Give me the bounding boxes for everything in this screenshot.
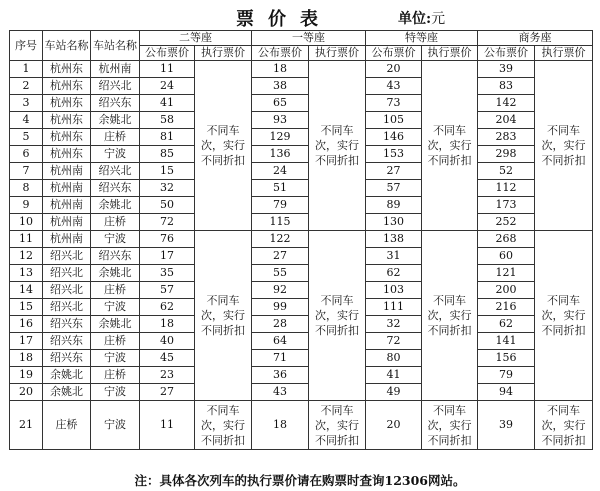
cell-published-second: 17 [140,248,195,265]
cell-published-first: 71 [252,350,309,367]
table-row [10,61,593,78]
discount-text-line: 不同折扣 [541,433,586,447]
cell-published-business: 112 [478,180,535,197]
cell-published-first: 93 [252,112,309,129]
cell-published-business: 94 [478,384,535,401]
cell-from-station: 杭州东 [43,146,91,163]
cell-published-premium: 27 [366,163,422,180]
cell-published-business: 52 [478,163,535,180]
cell-to-station: 绍兴东 [91,95,140,112]
discount-text-line: 不同车 [206,294,240,307]
cell-published-first: 51 [252,180,309,197]
cell-published-first: 24 [252,163,309,180]
cell-published-business: 283 [478,129,535,146]
table-row [10,146,593,163]
cell-seq: 10 [10,214,43,231]
cell-published-business: 39 [478,401,535,450]
table-row [10,95,593,112]
cell-published-business: 156 [478,350,535,367]
cell-to-station: 宁波 [91,299,140,316]
cell-to-station: 绍兴东 [91,180,140,197]
cell-seq: 19 [10,367,43,384]
table-row [10,350,593,367]
discount-text-line: 不同折扣 [201,324,245,337]
cell-seq: 4 [10,112,43,129]
table-row [10,112,593,129]
discount-text-line: 不同车 [433,403,466,417]
cell-published-premium: 62 [366,265,422,282]
col-header-executed: 执行票价 [535,46,593,61]
table-row [10,129,593,146]
unit-value: 元 [431,11,446,27]
cell-published-premium: 103 [366,282,422,299]
executed-fare-note-business [535,231,593,401]
table-row [10,265,593,282]
col-group-first-class: 一等座 [252,31,366,46]
col-header-published: 公布票价 [366,46,422,61]
col-header-published: 公布票价 [252,46,309,61]
cell-published-second: 40 [140,333,195,350]
table-row [10,299,593,316]
cell-published-second: 35 [140,265,195,282]
cell-from-station: 绍兴北 [43,265,91,282]
cell-to-station: 庄桥 [91,282,140,299]
table-row [10,180,593,197]
cell-published-premium: 105 [366,112,422,129]
title-row [0,0,600,28]
cell-published-premium: 73 [366,95,422,112]
cell-published-business: 142 [478,95,535,112]
cell-published-premium: 80 [366,350,422,367]
cell-from-station: 杭州东 [43,95,91,112]
fare-table [9,30,593,450]
cell-published-premium: 49 [366,384,422,401]
cell-published-premium: 89 [366,197,422,214]
cell-from-station: 杭州南 [43,180,91,197]
cell-published-second: 32 [140,180,195,197]
cell-from-station: 绍兴北 [43,248,91,265]
cell-published-business: 216 [478,299,535,316]
discount-text-line: 次，实行 [427,309,472,322]
discount-text-line: 次，实行 [541,418,586,432]
discount-text-line: 不同折扣 [315,154,359,167]
cell-published-first: 38 [252,78,309,95]
table-row [10,367,593,384]
table-row [10,333,593,350]
cell-published-business: 39 [478,61,535,78]
cell-from-station: 杭州东 [43,129,91,146]
cell-published-first: 79 [252,197,309,214]
col-group-premium-class: 特等座 [366,31,478,46]
cell-seq: 18 [10,350,43,367]
discount-text-line: 不同车 [433,294,466,307]
executed-fare-note-second [195,231,252,401]
col-header-published: 公布票价 [478,46,535,61]
cell-to-station: 庄桥 [91,129,140,146]
cell-published-business: 62 [478,316,535,333]
cell-published-business: 83 [478,78,535,95]
table-header [10,31,593,61]
discount-text-line: 次，实行 [315,309,359,322]
cell-published-first: 55 [252,265,309,282]
table-row [10,401,593,450]
discount-text-line: 不同折扣 [201,433,245,447]
table-body [10,61,593,450]
col-header-seq: 序号 [10,31,43,61]
cell-published-first: 122 [252,231,309,248]
table-row [10,316,593,333]
discount-text-line: 不同折扣 [541,154,586,167]
cell-published-second: 24 [140,78,195,95]
cell-published-first: 43 [252,384,309,401]
cell-from-station: 绍兴北 [43,282,91,299]
cell-published-first: 36 [252,367,309,384]
page-title: 票价表 [236,9,332,30]
cell-published-business: 298 [478,146,535,163]
discount-text-line: 不同车 [206,124,240,137]
cell-published-business: 200 [478,282,535,299]
executed-fare-note-premium [422,61,478,231]
col-header-executed: 执行票价 [309,46,366,61]
cell-published-first: 115 [252,214,309,231]
cell-published-premium: 31 [366,248,422,265]
cell-published-premium: 43 [366,78,422,95]
cell-published-second: 18 [140,316,195,333]
cell-published-business: 141 [478,333,535,350]
cell-published-premium: 41 [366,367,422,384]
discount-text-line: 次，实行 [201,418,245,432]
cell-published-business: 252 [478,214,535,231]
cell-from-station: 余姚北 [43,367,91,384]
cell-published-premium: 57 [366,180,422,197]
cell-to-station: 余姚北 [91,316,140,333]
col-header-executed: 执行票价 [422,46,478,61]
discount-text-line: 不同车 [320,403,354,417]
discount-text-line: 不同车 [320,124,354,137]
cell-published-first: 136 [252,146,309,163]
discount-text-line: 不同车 [320,294,354,307]
discount-text-line: 不同车 [547,124,580,137]
footnote: 注：具体各次列车的执行票价请在购票时查询12306网站。 [134,473,466,488]
cell-published-first: 18 [252,401,309,450]
unit-label-text: 单位: [398,11,432,27]
cell-published-business: 60 [478,248,535,265]
table-row [10,248,593,265]
discount-text-line: 次，实行 [201,309,245,322]
cell-to-station: 庄桥 [91,214,140,231]
cell-seq: 6 [10,146,43,163]
cell-from-station: 余姚北 [43,384,91,401]
cell-seq: 12 [10,248,43,265]
unit-label [398,8,445,28]
cell-to-station: 庄桥 [91,333,140,350]
cell-published-second: 58 [140,112,195,129]
cell-published-second: 27 [140,384,195,401]
cell-to-station: 绍兴北 [91,163,140,180]
cell-seq: 14 [10,282,43,299]
cell-from-station: 庄桥 [43,401,91,450]
cell-published-second: 50 [140,197,195,214]
discount-text-line: 不同车 [547,403,580,417]
cell-to-station: 宁波 [91,350,140,367]
cell-published-premium: 72 [366,333,422,350]
executed-fare-note-second [195,401,252,450]
cell-seq: 2 [10,78,43,95]
cell-published-second: 76 [140,231,195,248]
executed-fare-note-premium [422,401,478,450]
col-header-from: 车站名称 [43,31,91,61]
cell-published-business: 268 [478,231,535,248]
discount-text-line: 次，实行 [541,309,586,322]
discount-text-line: 不同折扣 [427,324,472,337]
col-group-business-class: 商务座 [478,31,593,46]
cell-published-premium: 138 [366,231,422,248]
cell-published-premium: 20 [366,401,422,450]
cell-published-second: 15 [140,163,195,180]
cell-seq: 15 [10,299,43,316]
cell-seq: 16 [10,316,43,333]
cell-published-second: 41 [140,95,195,112]
cell-from-station: 杭州东 [43,112,91,129]
executed-fare-note-first [309,61,366,231]
cell-published-first: 92 [252,282,309,299]
discount-text-line: 次，实行 [427,139,472,152]
cell-published-business: 79 [478,367,535,384]
discount-text-line: 不同车 [547,294,580,307]
cell-seq: 7 [10,163,43,180]
cell-published-first: 99 [252,299,309,316]
cell-published-second: 11 [140,401,195,450]
cell-to-station: 余姚北 [91,112,140,129]
cell-to-station: 绍兴东 [91,248,140,265]
cell-published-first: 28 [252,316,309,333]
cell-seq: 20 [10,384,43,401]
cell-published-premium: 20 [366,61,422,78]
executed-fare-note-first [309,401,366,450]
discount-text-line: 不同折扣 [541,324,586,337]
cell-published-business: 173 [478,197,535,214]
cell-to-station: 余姚北 [91,265,140,282]
cell-published-second: 11 [140,61,195,78]
cell-published-second: 72 [140,214,195,231]
table-row [10,231,593,248]
cell-to-station: 宁波 [91,401,140,450]
cell-published-premium: 130 [366,214,422,231]
discount-text-line: 次，实行 [201,139,245,152]
cell-seq: 8 [10,180,43,197]
cell-published-second: 62 [140,299,195,316]
discount-text-line: 不同折扣 [427,154,472,167]
cell-published-premium: 146 [366,129,422,146]
cell-seq: 3 [10,95,43,112]
cell-from-station: 绍兴东 [43,316,91,333]
cell-published-first: 129 [252,129,309,146]
cell-from-station: 杭州东 [43,61,91,78]
cell-seq: 21 [10,401,43,450]
table-row [10,163,593,180]
discount-text-line: 不同折扣 [315,324,359,337]
table-row [10,282,593,299]
cell-published-second: 45 [140,350,195,367]
cell-from-station: 绍兴北 [43,299,91,316]
cell-to-station: 庄桥 [91,367,140,384]
executed-fare-note-second [195,61,252,231]
cell-published-premium: 32 [366,316,422,333]
cell-seq: 11 [10,231,43,248]
cell-seq: 1 [10,61,43,78]
cell-seq: 17 [10,333,43,350]
cell-published-second: 85 [140,146,195,163]
cell-published-business: 121 [478,265,535,282]
table-row [10,384,593,401]
executed-fare-note-business [535,61,593,231]
col-header-executed: 执行票价 [195,46,252,61]
col-header-to: 车站名称 [91,31,140,61]
table-row [10,78,593,95]
table-row [10,197,593,214]
cell-published-second: 57 [140,282,195,299]
cell-published-first: 27 [252,248,309,265]
cell-from-station: 杭州南 [43,197,91,214]
cell-to-station: 绍兴北 [91,78,140,95]
cell-from-station: 绍兴东 [43,350,91,367]
cell-published-first: 18 [252,61,309,78]
executed-fare-note-premium [422,231,478,401]
cell-to-station: 宁波 [91,146,140,163]
discount-text-line: 次，实行 [427,418,472,432]
cell-seq: 9 [10,197,43,214]
table-row [10,214,593,231]
cell-to-station: 宁波 [91,384,140,401]
discount-text-line: 不同车 [433,124,466,137]
discount-text-line: 不同折扣 [201,154,245,167]
cell-to-station: 宁波 [91,231,140,248]
header-group-row [10,31,593,46]
cell-from-station: 杭州南 [43,231,91,248]
cell-seq: 5 [10,129,43,146]
cell-from-station: 杭州南 [43,214,91,231]
cell-published-premium: 111 [366,299,422,316]
executed-fare-note-business [535,401,593,450]
cell-published-business: 204 [478,112,535,129]
cell-published-second: 23 [140,367,195,384]
discount-text-line: 不同折扣 [427,433,472,447]
discount-text-line: 次，实行 [541,139,586,152]
cell-seq: 13 [10,265,43,282]
executed-fare-note-first [309,231,366,401]
cell-to-station: 杭州南 [91,61,140,78]
cell-published-premium: 153 [366,146,422,163]
discount-text-line: 不同车 [206,403,240,417]
discount-text-line: 次，实行 [315,139,359,152]
cell-to-station: 余姚北 [91,197,140,214]
cell-from-station: 杭州东 [43,78,91,95]
cell-from-station: 绍兴东 [43,333,91,350]
discount-text-line: 次，实行 [315,418,359,432]
col-group-second-class: 二等座 [140,31,252,46]
cell-published-second: 81 [140,129,195,146]
cell-published-first: 64 [252,333,309,350]
cell-published-first: 65 [252,95,309,112]
discount-text-line: 不同折扣 [315,433,359,447]
cell-from-station: 杭州南 [43,163,91,180]
col-header-published: 公布票价 [140,46,195,61]
